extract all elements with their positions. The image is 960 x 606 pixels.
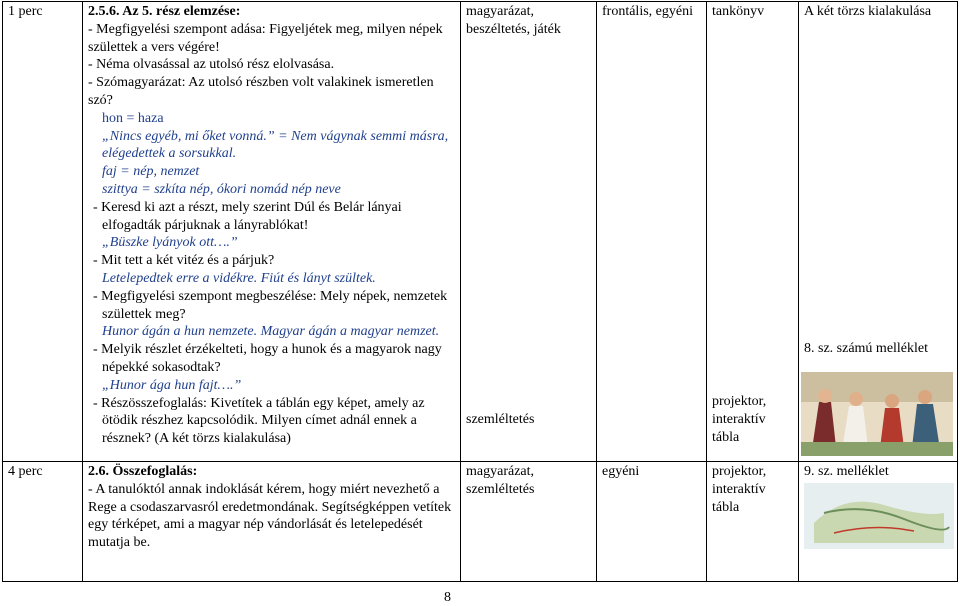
note-text: 9. sz. melléklet <box>804 464 889 479</box>
tool-text-b: projektor, interaktív tábla <box>712 394 767 445</box>
activity-line: - Néma olvasással az utolsó rész elolvasása. <box>88 57 335 73</box>
tool-text: projektor, interaktív tábla <box>712 464 767 515</box>
map-image <box>804 483 954 549</box>
form-text: egyéni <box>602 464 640 479</box>
activity-line: Letelepedtek erre a vidékre. Fiút és lányt szültek. <box>102 270 376 286</box>
note-cell <box>799 2 958 462</box>
activity-line: - Mit tett a két vitéz és a párjuk? <box>93 253 275 269</box>
time-cell <box>3 462 83 582</box>
activity-cell <box>83 2 461 462</box>
form-cell <box>597 462 707 582</box>
method-text: magyarázat, szemléltetés <box>466 464 535 497</box>
activity-line: Hunor ágán a hun nemzete. Magyar ágán a magyar nemzet. <box>102 324 440 340</box>
lesson-plan-table <box>2 1 958 582</box>
method-text: magyarázat, beszéltetés, játék <box>466 4 561 37</box>
tool-text: tankönyv <box>712 4 765 19</box>
illustration-image <box>801 372 953 456</box>
activity-line: - Megfigyelési szempont adása: Figyeljétek meg, milyen népek születtek a vers végére! <box>88 21 443 55</box>
time-text: 4 perc <box>8 464 43 479</box>
note-cell <box>799 462 958 582</box>
activity-line: - Megfigyelési szempont megbeszélése: Mely népek, nemzetek születtek meg? <box>93 288 448 322</box>
activity-line: „Nincs egyéb, mi őket vonná.” = Nem vágynak semmi másra, elégedettek a sorsukkal. <box>102 128 449 162</box>
time-cell <box>3 2 83 462</box>
form-text: frontális, egyéni <box>602 4 693 19</box>
activity-line: faj = nép, nemzet <box>102 164 200 180</box>
activity-line: „Hunor ága hun fajt….” <box>102 377 242 393</box>
activity-line: - Melyik részlet érzékelteti, hogy a hunok és a magyarok nagy népekké sokasodtak? <box>93 342 442 375</box>
activity-line: - Részösszefoglalás: Kivetítek a táblán egy képet, amely az ötödik részhez kapcsolódik. Milyen címet adnál ennek a résznek? (A két törzs kialakulása) <box>93 395 425 447</box>
activity-cell <box>83 462 461 582</box>
activity-line: szittya = szkíta nép, ókori nomád nép neve <box>102 181 341 197</box>
method-cell <box>461 462 597 582</box>
note-text: A két törzs kialakulása <box>804 4 932 19</box>
time-text: 1 perc <box>8 4 43 19</box>
method-text-b: szemléltetés <box>466 412 535 427</box>
activity-line: - Szómagyarázat: Az utolsó részben volt valakinek ismeretlen szó? <box>88 75 434 108</box>
tool-cell <box>707 462 799 582</box>
table-row <box>3 2 958 462</box>
note-text-b: 8. sz. számú melléklet <box>804 341 929 356</box>
method-cell <box>461 2 597 462</box>
activity-line: „Büszke lyányok ott….” <box>102 235 238 251</box>
section-heading: 2.6. Összefoglalás: <box>88 464 198 479</box>
activity-line: - Keresd ki azt a részt, mely szerint Dúl és Belár lányai elfogadták párjuknak a lányrablókat! <box>93 199 402 233</box>
form-cell <box>597 2 707 462</box>
activity-line: hon = haza <box>102 110 164 126</box>
tool-cell <box>707 2 799 462</box>
page-number: 8 <box>444 590 451 605</box>
section-heading: 2.5.6. Az 5. rész elemzése: <box>88 4 241 19</box>
activity-text: - A tanulóktól annak indoklását kérem, hogy miért nevezhető a Rege a csodaszarvasról eredetmondának. Segítségképpen vetítek egy térképet, ami a magyar nép vándorlását és letelepedését mutatja be. <box>88 481 452 551</box>
table-row <box>3 462 958 582</box>
activity-lines <box>88 21 455 448</box>
